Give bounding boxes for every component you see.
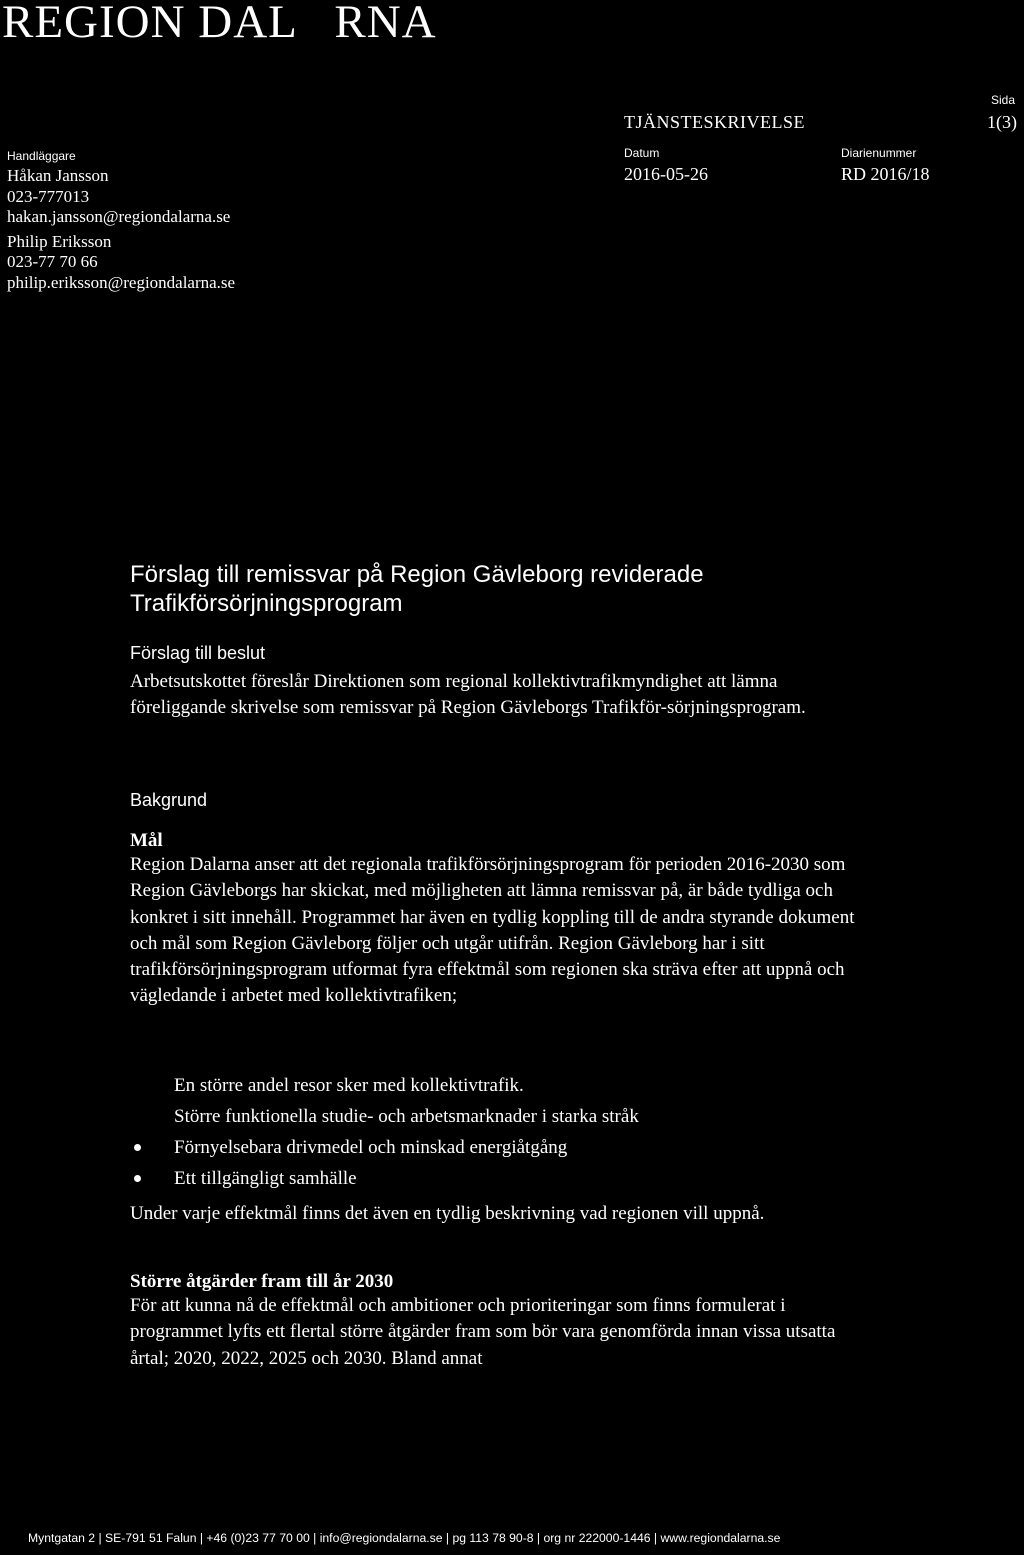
contact-name: Håkan Jansson	[7, 166, 109, 185]
footer-contact-info: Myntgatan 2 | SE-791 51 Falun | +46 (0)23 77 70 00 | info@regiondalarna.se | pg 113 78 90-8 | org nr 222000-1446 | www.regiondalarna.se	[28, 1531, 781, 1545]
contact-block	[7, 166, 235, 293]
list-item: En större andel resor sker med kollektivtrafik.	[174, 1075, 524, 1096]
goal-heading: Mål	[130, 830, 163, 851]
goal-summary-text: Under varje effektmål finns det även en tydlig beskrivning vad regionen vill uppnå.	[130, 1203, 765, 1224]
document-title: Förslag till remissvar på Region Gävleborg reviderade Trafikförsörjningsprogram	[130, 561, 704, 617]
bullet-icon	[134, 1175, 141, 1182]
contact-email: hakan.jansson@regiondalarna.se	[7, 207, 231, 226]
list-item: Ett tillgängligt samhälle	[130, 1163, 870, 1194]
contact-phone: 023-777013	[7, 186, 90, 206]
contact-name: Philip Eriksson	[7, 231, 112, 251]
list-item: Förnyelsebara drivmedel och minskad energiåtgång	[130, 1132, 870, 1163]
list-item: Större funktionella studie- och arbetsmarknader i starka stråk	[174, 1106, 639, 1127]
goal-text: Region Dalarna anser att det regionala trafikförsörjningsprogram för perioden 2016-2030 som Region Gävleborgs har skickat, med möjligheten att lämna remissvar på, är både tydliga och konkret i sitt innehåll. Programmet har även en tydlig koppling till de andra styrande dokument och mål som Region Gävleborg följer och utgår utifrån. Region Gävleborg har i sitt trafikförsörjningsprogram utformat fyra effektmål som regionen ska sträva efter att uppnå och vägledande i arbetet med kollektivtrafiken;	[130, 854, 855, 1007]
registration-number: RD 2016/18	[841, 164, 930, 184]
measures-text: För att kunna nå de effektmål och ambitioner och prioriteringar som finns formulerat i programmet lyfts ett flertal större åtgärder fram som bör vara genomförda innan vissa utsatta årtal; 2020, 2022, 2025 och 2030. Bland annat	[130, 1295, 836, 1369]
measures-heading: Större åtgärder fram till år 2030	[130, 1271, 394, 1292]
background-heading: Bakgrund	[130, 790, 208, 810]
bullet-icon	[134, 1144, 141, 1151]
goal-list	[130, 1070, 870, 1194]
decision-text: Arbetsutskottet föreslår Direktionen som regional kollektivtrafikmyndighet att lämna föreliggande skrivelse som remissvar på Region Gävleborgs Trafikför-sörjningsprogram.	[130, 671, 806, 719]
handler-label: Handläggare	[7, 149, 76, 163]
organization-logo: REGION DAL RNA	[2, 0, 437, 48]
document-type: TJÄNSTESKRIVELSE	[624, 112, 806, 132]
contact-email: philip.eriksson@regiondalarna.se	[7, 272, 236, 292]
registration-label: Diarienummer	[841, 146, 917, 160]
page-number: 1(3)	[987, 112, 1017, 132]
contact-phone: 023-77 70 66	[7, 252, 98, 271]
date-label: Datum	[624, 146, 660, 160]
date-value: 2016-05-26	[624, 164, 708, 184]
page-label: Sida	[990, 93, 1015, 107]
decision-heading: Förslag till beslut	[130, 643, 266, 663]
